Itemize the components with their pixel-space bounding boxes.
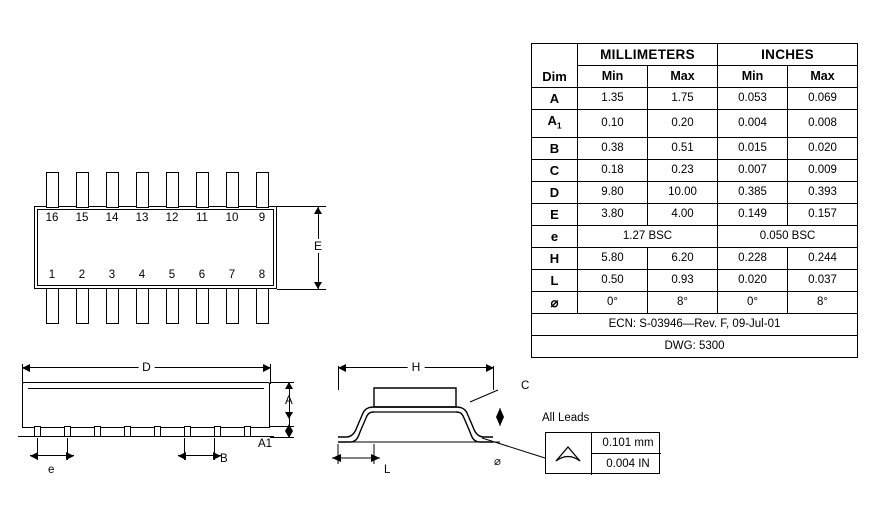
dimension-A-arrow-up bbox=[285, 382, 293, 389]
pin-number-8: 8 bbox=[258, 269, 266, 281]
table-row bbox=[532, 291, 858, 313]
row-mm-max: 0.51 bbox=[648, 137, 718, 159]
table-row bbox=[532, 159, 858, 181]
end-view-body bbox=[374, 388, 456, 407]
dimension-A-ext-top bbox=[270, 382, 294, 383]
lead-pin-1 bbox=[46, 288, 59, 324]
dimension-D-label: D bbox=[138, 360, 155, 374]
dimension-H-label: H bbox=[408, 360, 425, 374]
row-in-min: 0.004 bbox=[718, 110, 788, 138]
pin-number-1: 1 bbox=[48, 269, 56, 281]
row-mm-min: 0.18 bbox=[578, 159, 648, 181]
dimension-table bbox=[531, 43, 858, 358]
header-in-max: Max bbox=[788, 66, 858, 88]
row-mm-min: 3.80 bbox=[578, 203, 648, 225]
dimension-C-label: C bbox=[521, 380, 530, 392]
table-row bbox=[532, 269, 858, 291]
flatness-leader-line bbox=[482, 438, 545, 458]
side-view-body-upper bbox=[22, 382, 270, 410]
row-in-min: 0.149 bbox=[718, 203, 788, 225]
lead-pin-13 bbox=[136, 172, 149, 208]
row-dim-label: E bbox=[532, 203, 578, 225]
note-dwg: DWG: 5300 bbox=[532, 335, 858, 357]
lead-pin-15 bbox=[76, 172, 89, 208]
lead-pin-12 bbox=[166, 172, 179, 208]
row-in-min: 0.228 bbox=[718, 247, 788, 269]
row-dim-label: D bbox=[532, 181, 578, 203]
dimension-D-arrow-left bbox=[22, 364, 30, 372]
dimension-H-arrow-right bbox=[486, 364, 494, 372]
pin-number-14: 14 bbox=[105, 212, 119, 224]
row-mm-max: 0.23 bbox=[648, 159, 718, 181]
table-row bbox=[532, 110, 858, 138]
row-in-max: 0.037 bbox=[788, 269, 858, 291]
row-in-min: 0.007 bbox=[718, 159, 788, 181]
dimension-angle-label: ⌀ bbox=[494, 456, 501, 468]
dimension-B-arrow-left bbox=[178, 452, 186, 460]
lead-pin-5 bbox=[166, 288, 179, 324]
row-dim-letter: A bbox=[547, 113, 557, 128]
row-in-min: 0.385 bbox=[718, 181, 788, 203]
row-in-span: 0.050 BSC bbox=[718, 225, 858, 247]
pin-number-3: 3 bbox=[108, 269, 116, 281]
row-mm-min: 1.35 bbox=[578, 88, 648, 110]
row-dim-label bbox=[532, 110, 578, 138]
lead-pin-10 bbox=[226, 172, 239, 208]
row-mm-min: 0.50 bbox=[578, 269, 648, 291]
end-view-drawing bbox=[330, 352, 550, 482]
dimension-D-ext-right bbox=[270, 364, 271, 384]
pin-number-10: 10 bbox=[225, 212, 239, 224]
table-note-row bbox=[532, 313, 858, 335]
row-dim-label-angle: ⌀ bbox=[532, 291, 578, 313]
flatness-value-in: 0.004 IN bbox=[606, 458, 650, 470]
row-in-min: 0.020 bbox=[718, 269, 788, 291]
extension-line-bottom bbox=[277, 289, 311, 290]
row-in-max: 0.009 bbox=[788, 159, 858, 181]
dimension-B bbox=[178, 448, 221, 464]
row-mm-span: 1.27 BSC bbox=[578, 225, 718, 247]
dimension-H bbox=[338, 360, 494, 374]
row-dim-label: B bbox=[532, 137, 578, 159]
pin-number-2: 2 bbox=[78, 269, 86, 281]
dimension-D bbox=[22, 360, 271, 374]
top-view-drawing bbox=[18, 170, 328, 330]
side-view-body-lower bbox=[22, 409, 270, 428]
side-view-seating-plane bbox=[18, 436, 274, 437]
dimension-L-arrow-right bbox=[371, 454, 380, 462]
dimension-A-group bbox=[280, 382, 300, 438]
table-row bbox=[532, 88, 858, 110]
pin-number-13: 13 bbox=[135, 212, 149, 224]
lead-pin-3 bbox=[106, 288, 119, 324]
dimension-D-ext-left bbox=[22, 364, 23, 384]
dimension-H-arrow-left bbox=[338, 364, 346, 372]
dimension-A-ext-mid bbox=[270, 426, 294, 427]
left-lead-profile-inner bbox=[338, 407, 374, 437]
dimension-E-arrow-down bbox=[314, 282, 322, 289]
row-mm-max: 8° bbox=[648, 291, 718, 313]
row-mm-min: 0° bbox=[578, 291, 648, 313]
row-in-max: 0.020 bbox=[788, 137, 858, 159]
lead-flatness-symbol-icon bbox=[554, 444, 582, 464]
pin-number-7: 7 bbox=[228, 269, 236, 281]
table-row bbox=[532, 247, 858, 269]
lead-pin-11 bbox=[196, 172, 209, 208]
table-row bbox=[532, 181, 858, 203]
all-leads-title: All Leads bbox=[542, 412, 590, 424]
pin-number-15: 15 bbox=[75, 212, 89, 224]
flatness-value-mm: 0.101 mm bbox=[602, 437, 654, 449]
header-dim: Dim bbox=[532, 66, 578, 88]
note-ecn: ECN: S-03946—Rev. F, 09-Jul-01 bbox=[532, 313, 858, 335]
row-mm-max: 4.00 bbox=[648, 203, 718, 225]
row-dim-label: L bbox=[532, 269, 578, 291]
dimension-L-arrow-left bbox=[332, 454, 341, 462]
dimension-e-arrow-right bbox=[66, 452, 74, 460]
dimension-e bbox=[30, 448, 74, 464]
row-in-min: 0° bbox=[718, 291, 788, 313]
table-row bbox=[532, 203, 858, 225]
dimension-table-container bbox=[531, 43, 857, 358]
row-mm-max: 0.93 bbox=[648, 269, 718, 291]
dimension-E-cap-bottom bbox=[311, 289, 326, 290]
table-row bbox=[532, 137, 858, 159]
flatness-divider-vertical bbox=[591, 433, 592, 475]
row-in-max: 0.393 bbox=[788, 181, 858, 203]
row-in-max: 8° bbox=[788, 291, 858, 313]
header-mm-min: Min bbox=[578, 66, 648, 88]
row-mm-min: 5.80 bbox=[578, 247, 648, 269]
pin-number-4: 4 bbox=[138, 269, 146, 281]
end-view-profile bbox=[330, 380, 550, 472]
dimension-B-label: B bbox=[220, 453, 228, 465]
row-mm-min: 0.38 bbox=[578, 137, 648, 159]
dimension-A1-label: A1 bbox=[258, 438, 273, 450]
dimension-A-ext-bottom bbox=[270, 437, 294, 438]
row-in-min: 0.015 bbox=[718, 137, 788, 159]
row-dim-label: A bbox=[532, 88, 578, 110]
extension-line-top bbox=[277, 206, 311, 207]
dimension-E bbox=[307, 206, 329, 290]
row-in-max: 0.157 bbox=[788, 203, 858, 225]
flatness-callout-box bbox=[545, 432, 660, 474]
pin-number-9: 9 bbox=[258, 212, 266, 224]
side-view-body-parting-line bbox=[28, 388, 264, 389]
pin-number-12: 12 bbox=[165, 212, 179, 224]
row-mm-min: 9.80 bbox=[578, 181, 648, 203]
header-spacer bbox=[532, 44, 578, 66]
dimension-A-label: A bbox=[285, 395, 293, 407]
row-mm-max: 6.20 bbox=[648, 247, 718, 269]
lead-pin-4 bbox=[136, 288, 149, 324]
dimension-E-arrow-up bbox=[314, 207, 322, 214]
row-mm-max: 0.20 bbox=[648, 110, 718, 138]
dimension-E-label: E bbox=[303, 239, 333, 253]
table-row bbox=[532, 225, 858, 247]
row-mm-max: 1.75 bbox=[648, 88, 718, 110]
dimension-L-label: L bbox=[384, 464, 391, 476]
header-inches: INCHES bbox=[718, 44, 858, 66]
dimension-e-arrow-left bbox=[30, 452, 38, 460]
lead-pin-7 bbox=[226, 288, 239, 324]
header-millimeters: MILLIMETERS bbox=[578, 44, 718, 66]
right-lead-profile-inner bbox=[456, 407, 493, 437]
lead-pin-8 bbox=[256, 288, 269, 324]
lead-pin-2 bbox=[76, 288, 89, 324]
pin-number-11: 11 bbox=[196, 212, 208, 224]
row-in-min: 0.053 bbox=[718, 88, 788, 110]
row-in-max: 0.008 bbox=[788, 110, 858, 138]
row-dim-subscript: 1 bbox=[556, 120, 562, 131]
dimension-C-arrow-down bbox=[496, 417, 504, 426]
header-in-min: Min bbox=[718, 66, 788, 88]
pin-number-5: 5 bbox=[168, 269, 176, 281]
lead-pin-9 bbox=[256, 172, 269, 208]
lead-pin-14 bbox=[106, 172, 119, 208]
row-mm-min: 0.10 bbox=[578, 110, 648, 138]
row-in-max: 0.244 bbox=[788, 247, 858, 269]
table-header-minmax-row bbox=[532, 66, 858, 88]
dimension-A-arrow-down bbox=[285, 412, 293, 419]
row-mm-max: 10.00 bbox=[648, 181, 718, 203]
lead-pin-6 bbox=[196, 288, 209, 324]
pin-number-6: 6 bbox=[198, 269, 206, 281]
lead-pin-16 bbox=[46, 172, 59, 208]
dimension-C-leader bbox=[470, 390, 498, 402]
row-in-max: 0.069 bbox=[788, 88, 858, 110]
dimension-e-label: e bbox=[48, 464, 55, 476]
table-note-row bbox=[532, 335, 858, 357]
row-dim-label: C bbox=[532, 159, 578, 181]
table-header-units-row bbox=[532, 44, 858, 66]
side-view-drawing bbox=[8, 352, 318, 482]
header-mm-max: Max bbox=[648, 66, 718, 88]
pin-number-16: 16 bbox=[45, 212, 59, 224]
row-dim-label: H bbox=[532, 247, 578, 269]
row-dim-label: e bbox=[532, 225, 578, 247]
dimension-C-arrow-up bbox=[496, 408, 504, 417]
